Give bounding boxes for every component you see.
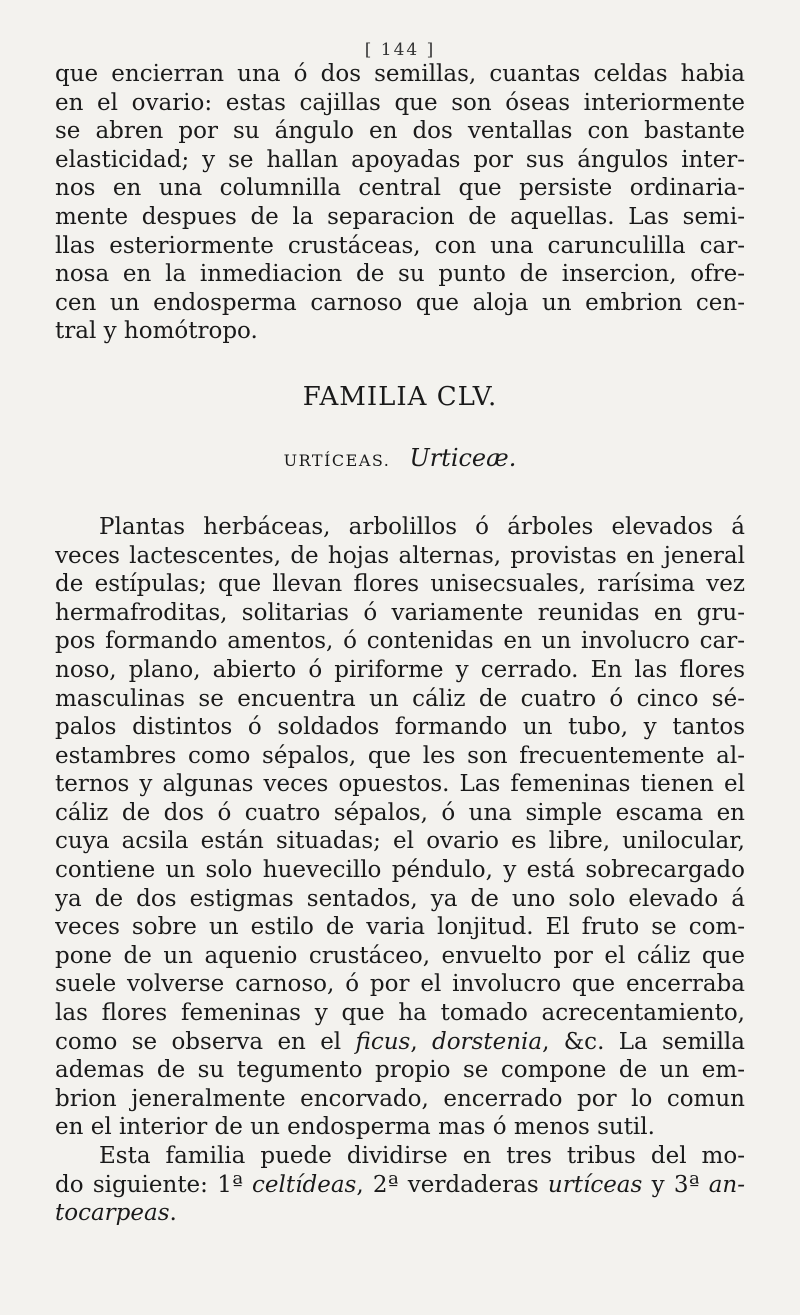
ficus-line-start: como se observa en el: [55, 1028, 356, 1055]
ficus-line: [55, 1028, 745, 1057]
family-subheading: [55, 444, 745, 475]
tribes-line-mid: , 2ª verdaderas: [356, 1171, 548, 1198]
intro-line: elasticidad; y se hallan apoyadas por sus ángulos inter-: [55, 146, 745, 173]
description-line: pos formando amentos, ó contenidas en un involucro car-: [55, 628, 745, 655]
tribes-line-mid: y 3ª: [642, 1171, 709, 1198]
intro-paragraph: [55, 60, 745, 346]
description-line: las flores femeninas y que ha tomado acrecentamiento,: [55, 1000, 745, 1027]
description-line: palos distintos ó soldados formando un tubo, y tantos: [55, 714, 745, 741]
intro-line: nosa en la inmediacion de su punto de insercion, ofre-: [55, 261, 745, 288]
intro-line: llas esteriormente crustáceas, con una carunculilla car-: [55, 232, 745, 259]
intro-line: se abren por su ángulo en dos ventallas con bastante: [55, 118, 745, 145]
description-line: ademas de su tegumento propio se compone de un em-: [55, 1057, 745, 1084]
final-period: .: [169, 1200, 177, 1227]
description-line: brion jeneralmente encorvado, encerrado por lo comun: [55, 1085, 745, 1112]
description-line: contiene un solo huevecillo péndulo, y está sobrecargado: [55, 857, 745, 884]
description-line: hermafroditas, solitarias ó variamente reunidas en gru-: [55, 599, 745, 626]
intro-line: en el ovario: estas cajillas que son óseas interiormente: [55, 89, 745, 116]
description-line: suele volverse carnoso, ó por el involucro que encerraba: [55, 971, 745, 998]
intro-line: mente despues de la separacion de aquellas. Las semi-: [55, 203, 745, 230]
family-name-spanish: URTÍCEAS.: [283, 450, 391, 470]
description-line: cáliz de dos ó cuatro sépalos, ó una simple escama en: [55, 799, 745, 826]
book-page: [55, 40, 745, 1228]
tribes-line: Esta familia puede dividirse en tres tribus del mo-: [99, 1143, 745, 1169]
tribe-antocarpeas-start: an-: [708, 1171, 745, 1198]
description-line: masculinas se encuentra un cáliz de cuatro ó cinco sé-: [55, 685, 745, 712]
description-line: noso, plano, abierto ó piriforme y cerrado. En las flores: [55, 656, 745, 683]
page-number: [ 144 ]: [364, 40, 436, 60]
family-name-latin: Urticeæ.: [409, 443, 517, 472]
genus-ficus: ficus: [355, 1028, 411, 1055]
tribe-urticeas: urtíceas: [547, 1171, 643, 1198]
intro-line: tral y homótropo.: [55, 318, 258, 345]
ficus-line-end: , &c. La semilla: [542, 1028, 745, 1055]
description-line: en el interior de un endosperma mas ó menos sutil.: [55, 1114, 655, 1141]
description-paragraph: [55, 513, 745, 1142]
tribes-line-start: do siguiente: 1ª: [55, 1171, 253, 1198]
ficus-line-comma: ,: [410, 1028, 432, 1055]
description-line: veces lactescentes, de hojas alternas, provistas en jeneral: [55, 542, 745, 569]
description-line: de estípulas; que llevan flores unisecsuales, rarísima vez: [55, 571, 745, 598]
tribes-line: [55, 1199, 745, 1228]
intro-line: nos en una columnilla central que persiste ordinaria-: [55, 175, 745, 202]
description-line: estambres como sépalos, que les son frecuentemente al-: [55, 742, 745, 769]
description-line: Plantas herbáceas, arbolillos ó árboles elevados á: [99, 513, 745, 540]
intro-line: cen un endosperma carnoso que aloja un embrion cen-: [55, 289, 745, 316]
description-line: ternos y algunas veces opuestos. Las femeninas tienen el: [55, 771, 745, 798]
tribes-line: [55, 1171, 745, 1200]
description-line: cuya acsila están situadas; el ovario es libre, unilocular,: [55, 828, 745, 855]
genus-dorstenia: dorstenia: [431, 1028, 543, 1055]
tribe-celtideas: celtídeas: [252, 1171, 357, 1198]
tribes-paragraph: [55, 1142, 745, 1228]
tribe-antocarpeas-end: tocarpeas: [55, 1200, 170, 1227]
family-heading: FAMILIA CLV.: [302, 381, 498, 412]
description-line: ya de dos estigmas sentados, ya de uno solo elevado á: [55, 885, 745, 912]
description-line: veces sobre un estilo de varia lonjitud. El fruto se com-: [55, 914, 745, 941]
description-line: pone de un aquenio crustáceo, envuelto por el cáliz que: [55, 942, 745, 969]
intro-line: que encierran una ó dos semillas, cuantas celdas habia: [55, 61, 745, 87]
